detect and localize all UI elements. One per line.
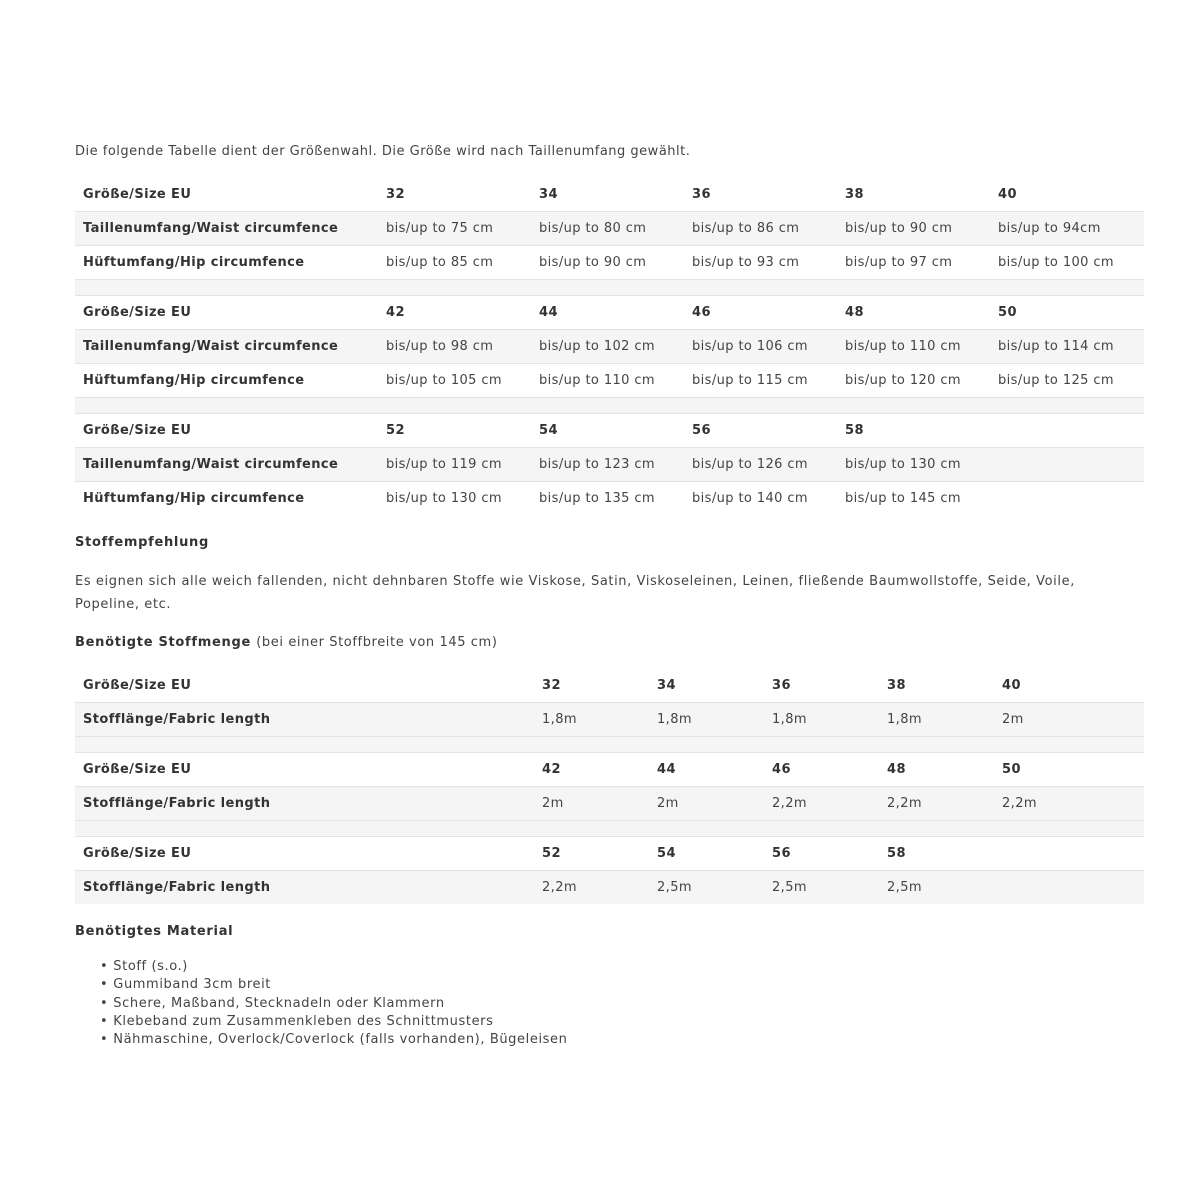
waist-row (75, 330, 1144, 364)
amount-size-value: 46 (764, 753, 879, 787)
size-value: 58 (837, 414, 990, 448)
fabric-length-value: 1,8m (649, 703, 764, 737)
spacer-cell (75, 398, 1144, 414)
waist-row (75, 448, 1144, 482)
fabric-length-row (75, 787, 1144, 821)
fabric-recommendation-heading: Stoffempfehlung (75, 535, 209, 550)
hip-value: bis/up to 85 cm (378, 246, 531, 280)
fabric-length-value: 2,2m (994, 787, 1144, 821)
amount-size-value: 36 (772, 678, 791, 693)
size-row (75, 296, 1144, 330)
fabric-length-row-label: Stofflänge/Fabric length (75, 703, 534, 737)
material-heading: Benötigtes Material (75, 924, 234, 939)
amount-size-row (75, 669, 1144, 703)
waist-value: bis/up to 126 cm (684, 448, 837, 482)
material-list (100, 958, 567, 1049)
size-value: 50 (990, 296, 1144, 330)
fabric-length-value: 1,8m (879, 703, 994, 737)
waist-value: bis/up to 86 cm (684, 212, 837, 246)
size-value: 46 (684, 296, 837, 330)
hip-row-label: Hüftumfang/Hip circumfence (75, 246, 378, 280)
hip-value: bis/up to 135 cm (531, 482, 684, 516)
size-row (75, 178, 1144, 212)
fabric-amount-subtitle: (bei einer Stoffbreite von 145 cm) (256, 635, 498, 650)
fabric-length-value: 2,5m (649, 871, 764, 905)
material-list-item: • Klebeband zum Zusammenkleben des Schnittmusters (100, 1013, 567, 1031)
hip-value: bis/up to 110 cm (531, 364, 684, 398)
waist-value: bis/up to 98 cm (378, 330, 531, 364)
amount-size-value: 44 (649, 753, 764, 787)
fabric-length-row (75, 703, 1144, 737)
hip-value: bis/up to 97 cm (837, 246, 990, 280)
waist-row-label: Taillenumfang/Waist circumfence (75, 212, 378, 246)
waist-value: bis/up to 114 cm (990, 330, 1144, 364)
hip-value: bis/up to 93 cm (684, 246, 837, 280)
waist-value: bis/up to 106 cm (684, 330, 837, 364)
hip-value: bis/up to 145 cm (837, 482, 990, 516)
hip-row (75, 246, 1144, 280)
hip-value: bis/up to 140 cm (684, 482, 837, 516)
hip-value: bis/up to 115 cm (684, 364, 837, 398)
size-value: 42 (378, 296, 531, 330)
fabric-length-value: 2,5m (764, 871, 879, 905)
hip-row-label: Hüftumfang/Hip circumfence (75, 482, 378, 516)
fabric-length-row-label: Stofflänge/Fabric length (75, 871, 534, 905)
fabric-amount-table (75, 669, 1144, 904)
amount-size-value: 50 (994, 753, 1144, 787)
waist-value: bis/up to 90 cm (837, 212, 990, 246)
fabric-length-value: 2,2m (534, 871, 649, 905)
hip-value: bis/up to 100 cm (990, 246, 1144, 280)
material-list-item: • Nähmaschine, Overlock/Coverlock (falls vorhanden), Bügeleisen (100, 1031, 567, 1049)
fabric-length-value: 1,8m (764, 703, 879, 737)
amount-size-value: 56 (764, 837, 879, 871)
hip-value: bis/up to 125 cm (990, 364, 1144, 398)
size-value: 44 (531, 296, 684, 330)
waist-value: bis/up to 119 cm (378, 448, 531, 482)
material-list-item: • Gummiband 3cm breit (100, 976, 567, 994)
waist-value: bis/up to 130 cm (837, 448, 990, 482)
hip-row (75, 364, 1144, 398)
size-value: 48 (837, 296, 990, 330)
size-value: 56 (684, 414, 837, 448)
spacer-cell (75, 821, 1144, 837)
amount-size-value: 34 (657, 678, 676, 693)
hip-value: bis/up to 120 cm (837, 364, 990, 398)
group-spacer-row (75, 821, 1144, 837)
amount-size-value: 58 (879, 837, 994, 871)
group-spacer-row (75, 398, 1144, 414)
fabric-length-value: 2,5m (879, 871, 994, 905)
spacer-cell (75, 737, 1144, 753)
amount-size-row (75, 837, 1144, 871)
waist-value: bis/up to 80 cm (531, 212, 684, 246)
fabric-length-value: 2,2m (879, 787, 994, 821)
amount-size-value: 38 (887, 678, 906, 693)
material-list-item: • Stoff (s.o.) (100, 958, 567, 976)
size-table (75, 178, 1144, 515)
amount-size-value: 52 (534, 837, 649, 871)
fabric-amount-heading (75, 635, 498, 650)
amount-size-value: 42 (534, 753, 649, 787)
amount-size-row-label: Größe/Size EU (75, 753, 534, 787)
waist-value: bis/up to 94cm (990, 212, 1144, 246)
amount-size-row-label: Größe/Size EU (83, 678, 192, 693)
fabric-length-value: 2m (994, 703, 1144, 737)
waist-row-label: Taillenumfang/Waist circumfence (75, 330, 378, 364)
hip-value: bis/up to 105 cm (378, 364, 531, 398)
size-value: 52 (378, 414, 531, 448)
hip-value (990, 482, 1144, 516)
waist-value: bis/up to 75 cm (378, 212, 531, 246)
size-value: 32 (386, 187, 405, 202)
fabric-length-row (75, 871, 1144, 905)
spacer-cell (75, 280, 1144, 296)
fabric-recommendation-text: Es eignen sich alle weich fallenden, nicht dehnbaren Stoffe wie Viskose, Satin, Viskoseleinen, Leinen, fließende Baumwollstoffe, Seide, Voile, Popeline, etc. (75, 574, 1075, 612)
waist-value: bis/up to 123 cm (531, 448, 684, 482)
amount-size-value: 32 (542, 678, 561, 693)
size-value (990, 414, 1144, 448)
waist-value (990, 448, 1144, 482)
size-row-label: Größe/Size EU (83, 187, 192, 202)
amount-size-value (994, 837, 1144, 871)
waist-row (75, 212, 1144, 246)
fabric-length-value: 2,2m (764, 787, 879, 821)
size-row-label: Größe/Size EU (75, 296, 378, 330)
group-spacer-row (75, 280, 1144, 296)
group-spacer-row (75, 737, 1144, 753)
fabric-amount-title: Benötigte Stoffmenge (75, 635, 252, 650)
size-value: 34 (539, 187, 558, 202)
material-list-item: • Schere, Maßband, Stecknadeln oder Klammern (100, 995, 567, 1013)
fabric-length-value (994, 871, 1144, 905)
size-value: 38 (845, 187, 864, 202)
amount-size-value: 40 (1002, 678, 1021, 693)
hip-value: bis/up to 90 cm (531, 246, 684, 280)
size-row-label: Größe/Size EU (75, 414, 378, 448)
fabric-length-value: 2m (649, 787, 764, 821)
size-value: 36 (692, 187, 711, 202)
waist-value: bis/up to 110 cm (837, 330, 990, 364)
hip-row-label: Hüftumfang/Hip circumfence (75, 364, 378, 398)
amount-size-value: 54 (649, 837, 764, 871)
amount-size-row-label: Größe/Size EU (75, 837, 534, 871)
size-value: 40 (998, 187, 1017, 202)
intro-text: Die folgende Tabelle dient der Größenwahl. Die Größe wird nach Taillenumfang gewählt. (75, 144, 691, 159)
waist-row-label: Taillenumfang/Waist circumfence (75, 448, 378, 482)
amount-size-value: 48 (879, 753, 994, 787)
amount-size-row (75, 753, 1144, 787)
fabric-length-row-label: Stofflänge/Fabric length (75, 787, 534, 821)
hip-row (75, 482, 1144, 516)
size-row (75, 414, 1144, 448)
fabric-length-value: 2m (534, 787, 649, 821)
hip-value: bis/up to 130 cm (378, 482, 531, 516)
size-value: 54 (531, 414, 684, 448)
waist-value: bis/up to 102 cm (531, 330, 684, 364)
fabric-length-value: 1,8m (534, 703, 649, 737)
